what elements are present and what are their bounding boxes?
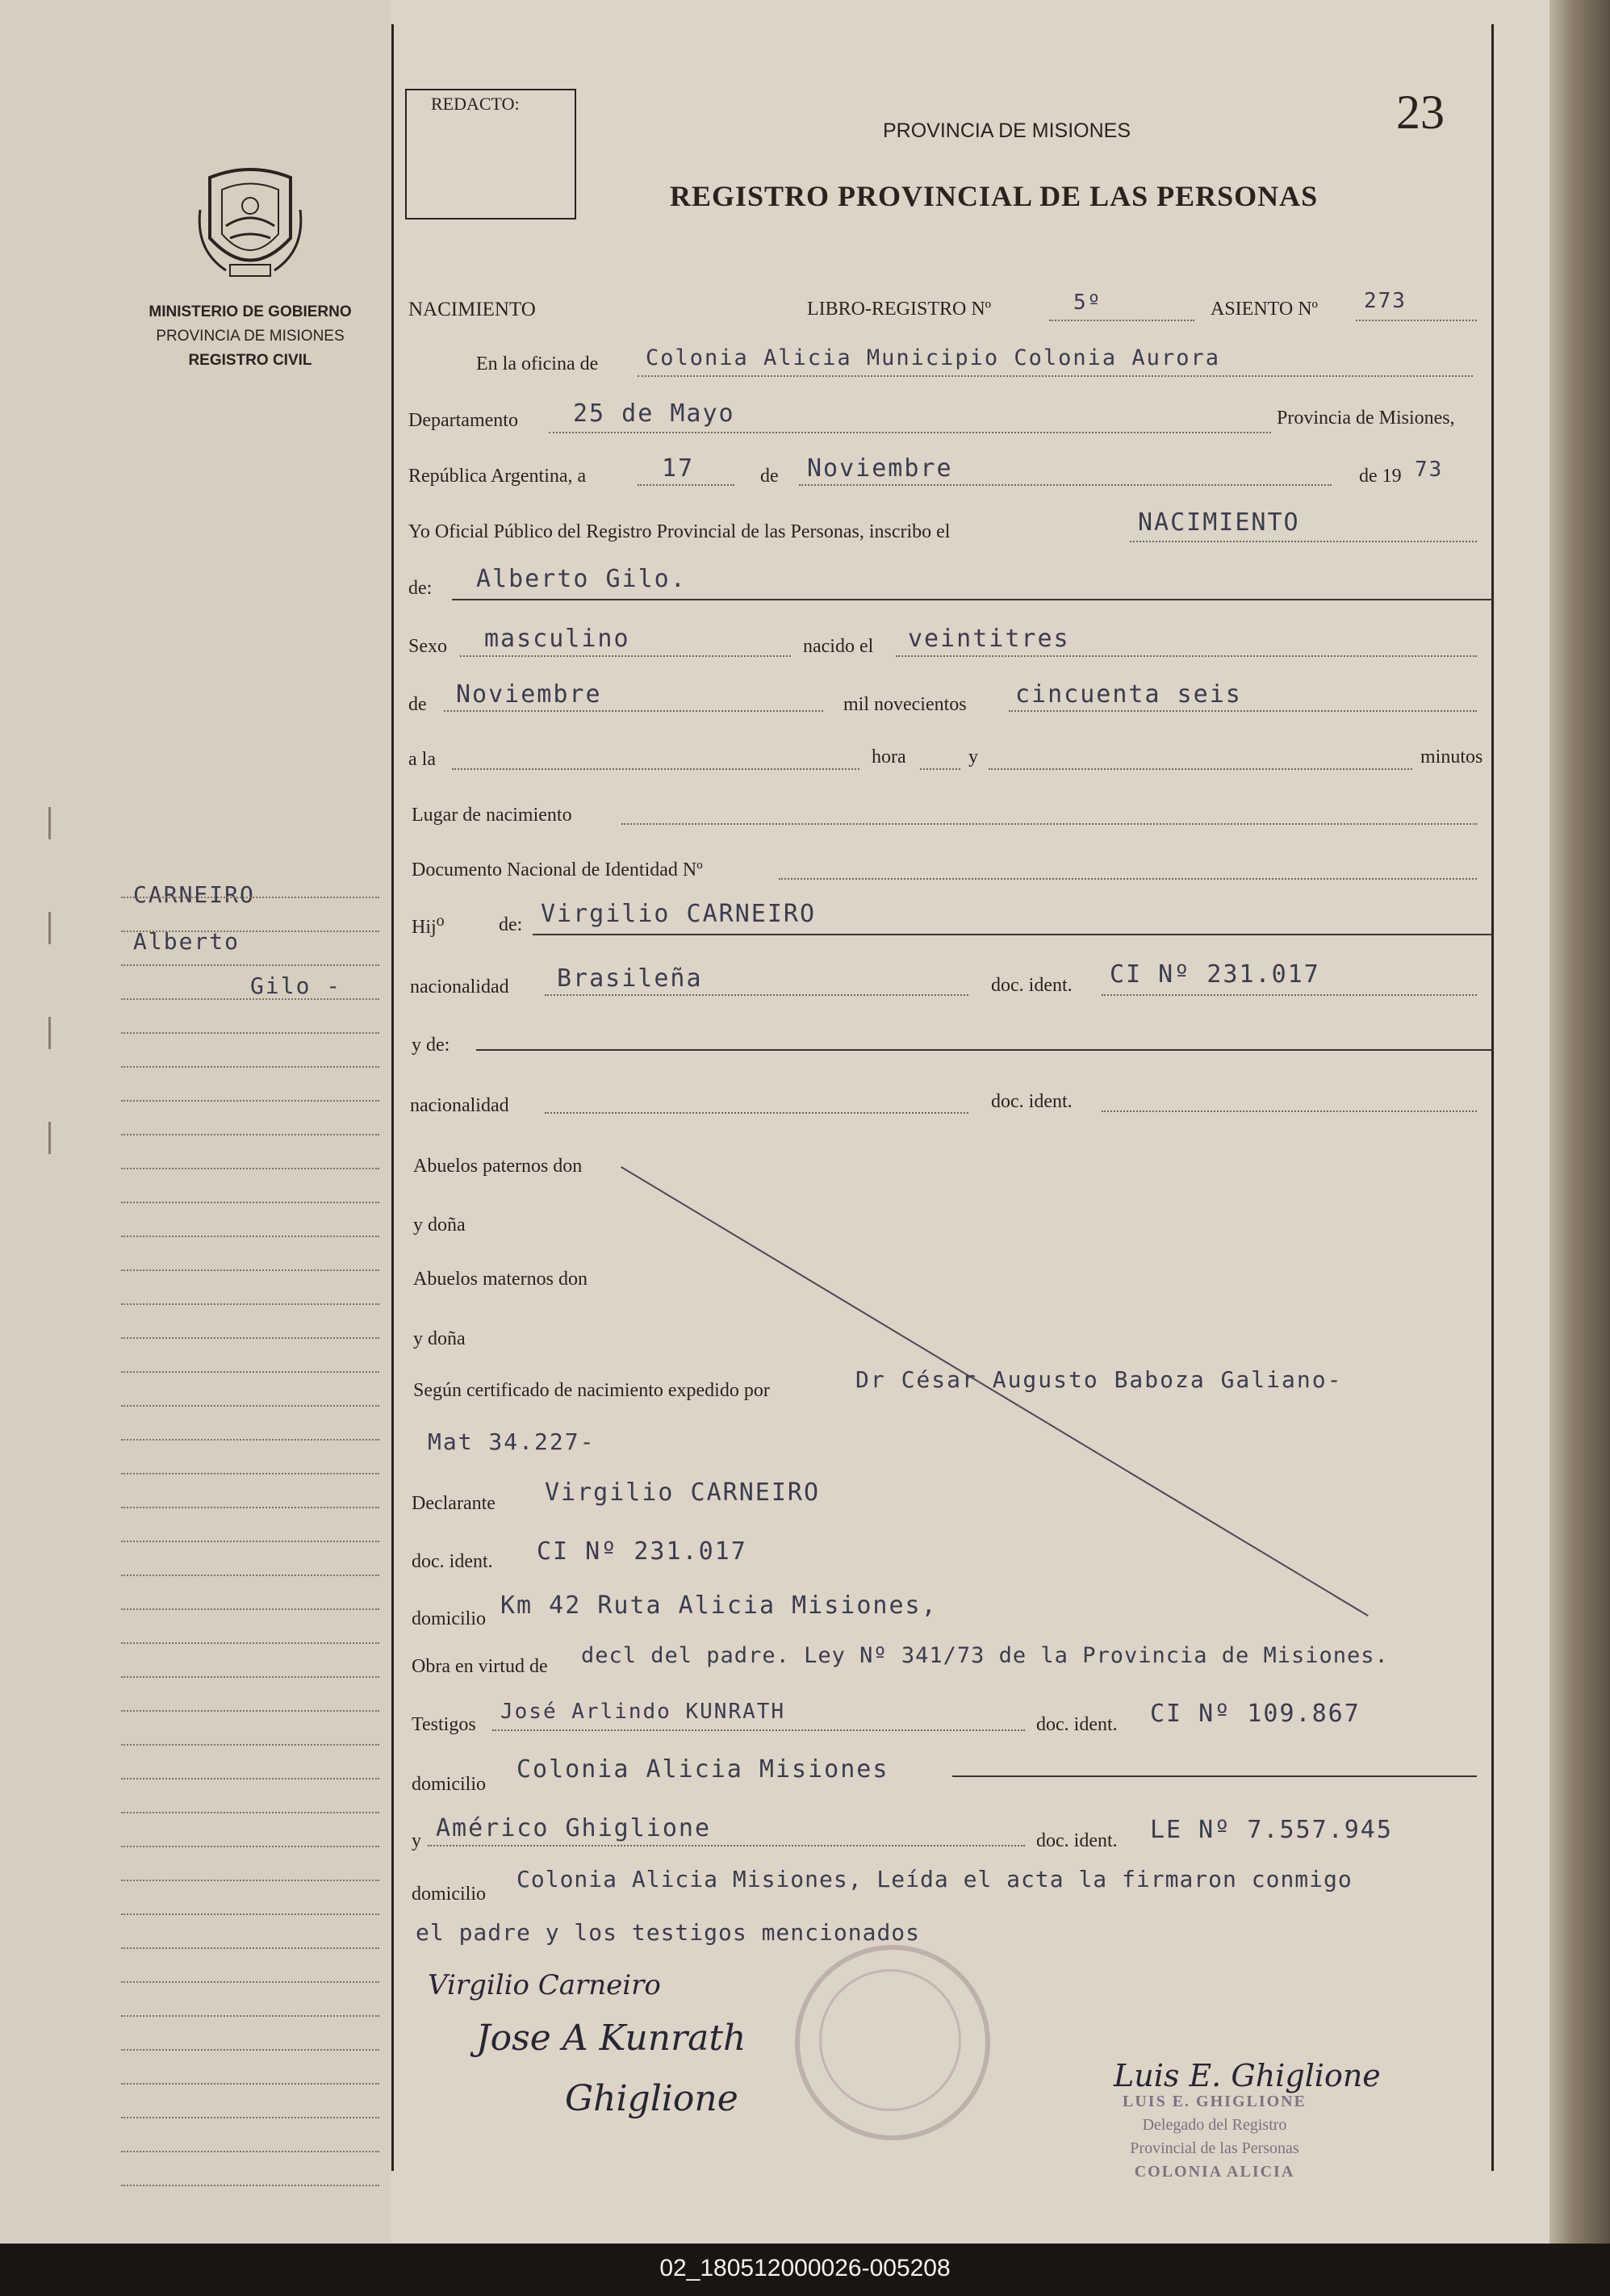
padre-doc-value: CI Nº 231.017 — [1110, 960, 1320, 989]
nacionalidad-label: nacionalidad — [410, 977, 509, 997]
oficial-label: Yo Oficial Público del Registro Provincial de las Personas, inscribo el — [408, 521, 951, 542]
testigo1-doc-value: CI Nº 109.867 — [1150, 1700, 1361, 1728]
signature-witness1: Jose A Kunrath — [476, 2018, 746, 2059]
mes-line — [799, 484, 1332, 486]
nacionalidad2-line — [545, 1112, 968, 1114]
docident-label: doc. ident. — [991, 975, 1073, 996]
anio-value: 73 — [1415, 458, 1444, 482]
testigo1-line — [492, 1729, 1025, 1731]
margin-ruled-lines — [121, 896, 379, 2218]
domicilio2-label: domicilio — [412, 1774, 486, 1795]
departamento-label: Departamento — [408, 410, 518, 431]
official-stamp-line2: Delegado del Registro — [1142, 2116, 1287, 2134]
testigo1-value: José Arlindo KUNRATH — [500, 1700, 786, 1724]
coat-of-arms-seal — [194, 161, 307, 282]
anio-nac-value: cincuenta seis — [1015, 680, 1242, 709]
registry-title: REGISTRO PROVINCIAL DE LAS PERSONAS — [670, 180, 1319, 212]
de-label: de — [760, 466, 779, 487]
signature-official: Luis E. Ghiglione — [1114, 2058, 1381, 2093]
left-border-line — [391, 24, 394, 2171]
lugar-label: Lugar de nacimiento — [412, 805, 572, 826]
signature-father: Virgilio Carneiro — [428, 1969, 661, 2001]
docident5-label: doc. ident. — [1036, 1830, 1118, 1851]
domicilio3-label: domicilio — [412, 1884, 486, 1905]
oficina-line — [638, 375, 1473, 377]
cierre-value: el padre y los testigos mencionados — [416, 1919, 921, 1946]
nacido-value: veintitres — [908, 625, 1070, 653]
official-stamp-line4: COLONIA ALICIA — [1134, 2163, 1295, 2181]
ydona2-label: y doña — [413, 1328, 466, 1349]
docident4-label: doc. ident. — [1036, 1714, 1118, 1735]
margin-firstname: Alberto — [133, 928, 240, 955]
testigo1-dom-value: Colonia Alicia Misiones — [516, 1755, 889, 1784]
sexo-value: masculino — [484, 625, 630, 653]
abuelos-mat-label: Abuelos maternos don — [413, 1269, 588, 1290]
madre-line — [476, 1049, 1493, 1051]
hijo-suffix: o — [436, 912, 445, 930]
province-title: PROVINCIA DE MISIONES — [883, 119, 1131, 142]
certificado-label: Según certificado de nacimiento expedido por — [413, 1380, 770, 1401]
record-type-label: NACIMIENTO — [408, 299, 536, 320]
official-stamp-line3: Provincial de las Personas — [1130, 2139, 1299, 2157]
margin-secondname: Gilo - — [250, 972, 342, 999]
circular-seal-inner — [819, 1969, 961, 2111]
book-edge — [1549, 0, 1610, 2244]
hijo-de-label: de: — [499, 914, 523, 935]
ala-label: a la — [408, 749, 436, 770]
dni-line — [779, 878, 1477, 880]
left-margin-pane — [0, 0, 391, 2244]
redacto-box — [405, 89, 576, 220]
abuelos-pat-label: Abuelos paternos don — [413, 1156, 583, 1177]
padre-value: Virgilio CARNEIRO — [541, 900, 817, 928]
oficina-value: Colonia Alicia Municipio Colonia Aurora — [646, 345, 1220, 370]
nacionalidad-line — [545, 994, 968, 996]
padre-line — [533, 934, 1493, 935]
hora-label: hora — [872, 747, 906, 767]
nacido-label: nacido el — [803, 636, 874, 657]
obra-label: Obra en virtud de — [412, 1656, 548, 1677]
dia-value: 17 — [662, 454, 695, 483]
departamento-line — [549, 432, 1271, 433]
margin-surname: CARNEIRO — [133, 881, 255, 908]
nacionalidad-value: Brasileña — [557, 964, 703, 993]
de3-label: de — [408, 694, 427, 715]
asiento-label: ASIENTO Nº — [1211, 299, 1318, 320]
image-id-text: 02_180512000026-005208 — [659, 2255, 951, 2281]
libro-label: LIBRO-REGISTRO Nº — [807, 299, 992, 320]
declarante-value: Virgilio CARNEIRO — [545, 1478, 821, 1507]
anio-nac-line — [1009, 710, 1477, 712]
de2-label: de: — [408, 578, 433, 599]
mes-nac-value: Noviembre — [456, 680, 602, 709]
nombre-line — [452, 599, 1493, 600]
ministry-line1: MINISTERIO DE GOBIERNO — [148, 303, 352, 320]
page-number: 23 — [1396, 86, 1445, 139]
ministry-line2: PROVINCIA DE MISIONES — [156, 328, 345, 345]
minutos-line — [989, 768, 1412, 770]
hijo-label — [412, 912, 445, 939]
declarante-doc-value: CI Nº 231.017 — [537, 1537, 747, 1566]
anio-label: de 19 — [1359, 466, 1402, 487]
departamento-value: 25 de Mayo — [573, 399, 735, 428]
yde-label: y de: — [412, 1035, 450, 1056]
certificado-value: Dr César Augusto Baboza Galiano- — [855, 1366, 1343, 1393]
matricula-value: Mat 34.227- — [428, 1428, 596, 1455]
oficina-label: En la oficina de — [476, 353, 599, 374]
y-label: y — [968, 747, 978, 767]
libro-line — [1049, 320, 1194, 321]
minutos-label: minutos — [1420, 747, 1483, 767]
docident3-label: doc. ident. — [412, 1551, 493, 1572]
testigo2-dom-value: Colonia Alicia Misiones, Leída el acta la firmaron conmigo — [516, 1866, 1353, 1892]
domicilio-value: Km 42 Ruta Alicia Misiones, — [500, 1591, 938, 1620]
republica-label: República Argentina, a — [408, 466, 587, 487]
declarante-label: Declarante — [412, 1493, 496, 1514]
testigo1-dom-line — [952, 1775, 1477, 1777]
official-stamp-line1: LUIS E. GHIGLIONE — [1123, 2093, 1307, 2110]
dni-label: Documento Nacional de Identidad Nº — [412, 859, 703, 880]
provincia-suffix: Provincia de Misiones, — [1277, 408, 1455, 429]
obra-value: decl del padre. Ley Nº 341/73 de la Provincia de Misiones. — [581, 1643, 1389, 1668]
testigo2-doc-value: LE Nº 7.557.945 — [1150, 1816, 1393, 1844]
signature-witness2: Ghiglione — [565, 2078, 738, 2119]
mil-label: mil novecientos — [843, 694, 967, 715]
image-id-bar — [0, 2244, 1610, 2296]
hora-line — [920, 768, 960, 770]
nacionalidad2-label: nacionalidad — [410, 1095, 509, 1116]
testigos-label: Testigos — [412, 1714, 476, 1735]
binding-stitches — [48, 807, 73, 1227]
inscribe-line — [1130, 541, 1477, 542]
domicilio-label: domicilio — [412, 1608, 486, 1629]
mes-nac-line — [444, 710, 823, 712]
ydona1-label: y doña — [413, 1215, 466, 1236]
docident2-label: doc. ident. — [991, 1091, 1073, 1112]
nacido-line — [896, 655, 1477, 657]
testigo2-line — [428, 1845, 1025, 1846]
right-border-line — [1491, 24, 1494, 2171]
ala-line — [452, 768, 859, 770]
libro-value: 5º — [1073, 291, 1102, 315]
testigo2-value: Américo Ghiglione — [436, 1814, 712, 1842]
sexo-label: Sexo — [408, 636, 447, 657]
inscribe-value: NACIMIENTO — [1138, 508, 1300, 537]
hijo-text: Hij — [412, 917, 437, 938]
madre-doc-line — [1102, 1110, 1477, 1112]
y2-label: y — [412, 1830, 421, 1851]
official-stamp — [1114, 2090, 1315, 2184]
asiento-value: 273 — [1364, 289, 1407, 313]
asiento-line — [1356, 320, 1477, 321]
mes-value: Noviembre — [807, 454, 953, 483]
redacto-label: REDACTO: — [431, 94, 520, 114]
ministry-header — [121, 300, 379, 373]
lugar-line — [621, 823, 1477, 825]
padre-doc-line — [1102, 994, 1477, 996]
ministry-line3: REGISTRO CIVIL — [188, 352, 312, 369]
nombre-value: Alberto Gilo. — [476, 565, 687, 593]
sexo-line — [460, 655, 791, 657]
dia-line — [638, 484, 734, 486]
